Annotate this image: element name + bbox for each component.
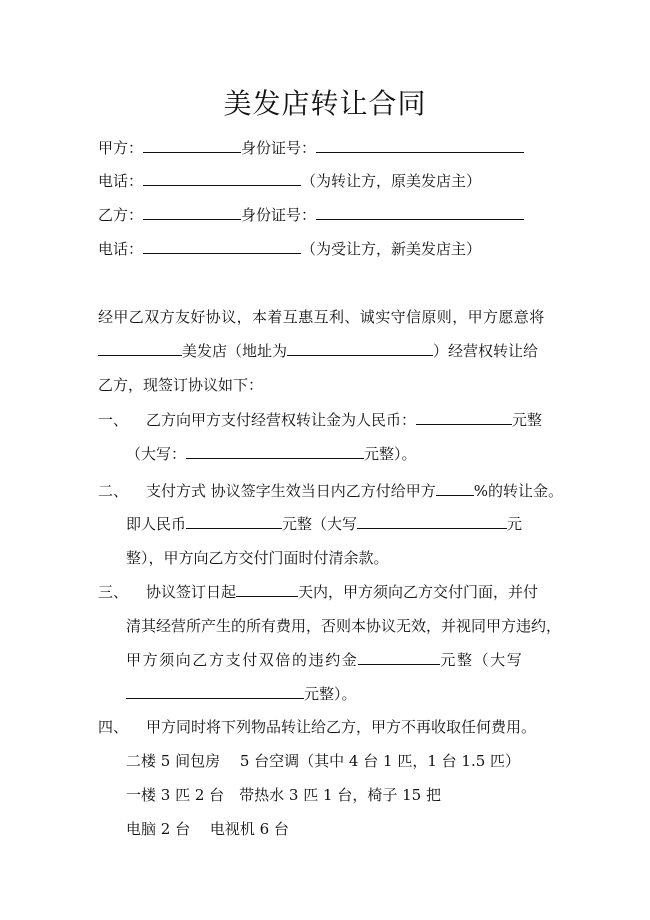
clause-3-capital-label: 元整（大写 [440,651,524,669]
percent-blank[interactable] [436,481,474,496]
party-a-name-blank[interactable] [143,138,241,153]
clause-2-rmb-label: 即人民币 [126,515,187,533]
party-b-tel-label: 电话： [98,240,144,258]
clause-1-line-2 [126,444,417,464]
clause-4-line-1: 甲方同时将下列物品转让给乙方，甲方不再收取任何费用。 [146,718,537,736]
clause-2-number: 二、 [98,482,129,500]
clause-3-penalty-label: 甲方须向乙方支付双倍的违约金 [126,651,359,669]
clause-2-capital-label: 元整（大写 [282,515,358,533]
clause-3-line-3 [126,650,523,670]
party-a-id-blank[interactable] [316,138,524,153]
transfer-fee-capital-blank[interactable] [186,444,364,459]
party-b-tel-row [98,239,481,259]
clause-1-capital-label: （大写： [126,445,187,463]
intro-line-2-b: ）经营权转让给 [433,342,539,360]
intro-line-3: 乙方，现签订协议如下： [98,376,264,394]
clause-2-line-1 [146,481,563,501]
clause-2-yuan: 元 [507,515,523,533]
intro-line-2 [98,341,538,361]
clause-3-capital-end: 元整）。 [304,685,357,703]
party-b-id-label: 身份证号： [241,206,317,224]
clause-3-text-a: 协议签订日起 [146,583,237,601]
clause-1-yuan: 元整 [512,411,543,429]
shop-name-blank[interactable] [98,341,182,356]
party-b-id-blank[interactable] [316,205,524,220]
party-a-label: 甲方： [98,139,144,157]
clause-1-line-1 [146,410,542,430]
clause-2-line-3: 整），甲方向乙方交付门面时付清余款。 [126,549,389,567]
clause-4-number: 四、 [98,718,129,736]
intro-line-2-a: 美发店（地址为 [182,342,288,360]
clause-2-text-a: 支付方式 协议签字生效当日内乙方付给甲方 [146,482,436,500]
clause-3-line-4 [126,684,357,704]
deposit-amount-blank[interactable] [186,514,282,529]
party-b-row [98,205,524,225]
handover-days-blank[interactable] [236,582,298,597]
clause-1-text: 乙方向甲方支付经营权转让金为人民币： [146,411,417,429]
party-a-tel-blank[interactable] [143,171,301,186]
clause-2-line-2 [126,514,522,534]
party-a-tel-row [98,171,481,191]
clause-1-number: 一、 [98,411,129,429]
deposit-capital-blank[interactable] [357,514,507,529]
party-a-role: （为转让方，原美发店主） [301,172,482,190]
penalty-amount-blank[interactable] [358,650,440,665]
clause-3-text-b: 天内，甲方须向乙方交付门面，并付 [298,583,539,601]
page-title: 美发店转让合同 [223,87,427,120]
clause-3-number: 三、 [98,583,129,601]
party-a-id-label: 身份证号： [241,139,317,157]
clause-1-capital-end: 元整）。 [364,445,417,463]
clause-2-text-b: %的转让金。 [473,482,564,500]
item-line: 一楼 3 匹 2 台 带热水 3 匹 1 台，椅子 15 把 [126,786,441,804]
item-line: 电脑 2 台 电视机 6 台 [126,820,289,838]
party-b-name-blank[interactable] [143,205,241,220]
party-b-role: （为受让方，新美发店主） [301,240,482,258]
shop-address-blank[interactable] [287,341,433,356]
intro-line-1: 经甲乙双方友好协议，本着互惠互利、诚实守信原则，甲方愿意将 [98,308,545,326]
transfer-fee-blank[interactable] [416,410,512,425]
item-line: 二楼 5 间包房 5 台空调（其中 4 台 1 匹，1 台 1.5 匹） [126,752,521,770]
party-a-row [98,138,524,158]
party-a-tel-label: 电话： [98,172,144,190]
party-b-label: 乙方： [98,206,144,224]
clause-3-line-1 [146,582,538,602]
party-b-tel-blank[interactable] [143,239,301,254]
penalty-capital-blank[interactable] [126,684,304,699]
clause-3-line-2: 清其经营所产生的所有费用，否则本协议无效，并视同甲方违约， [126,617,562,635]
